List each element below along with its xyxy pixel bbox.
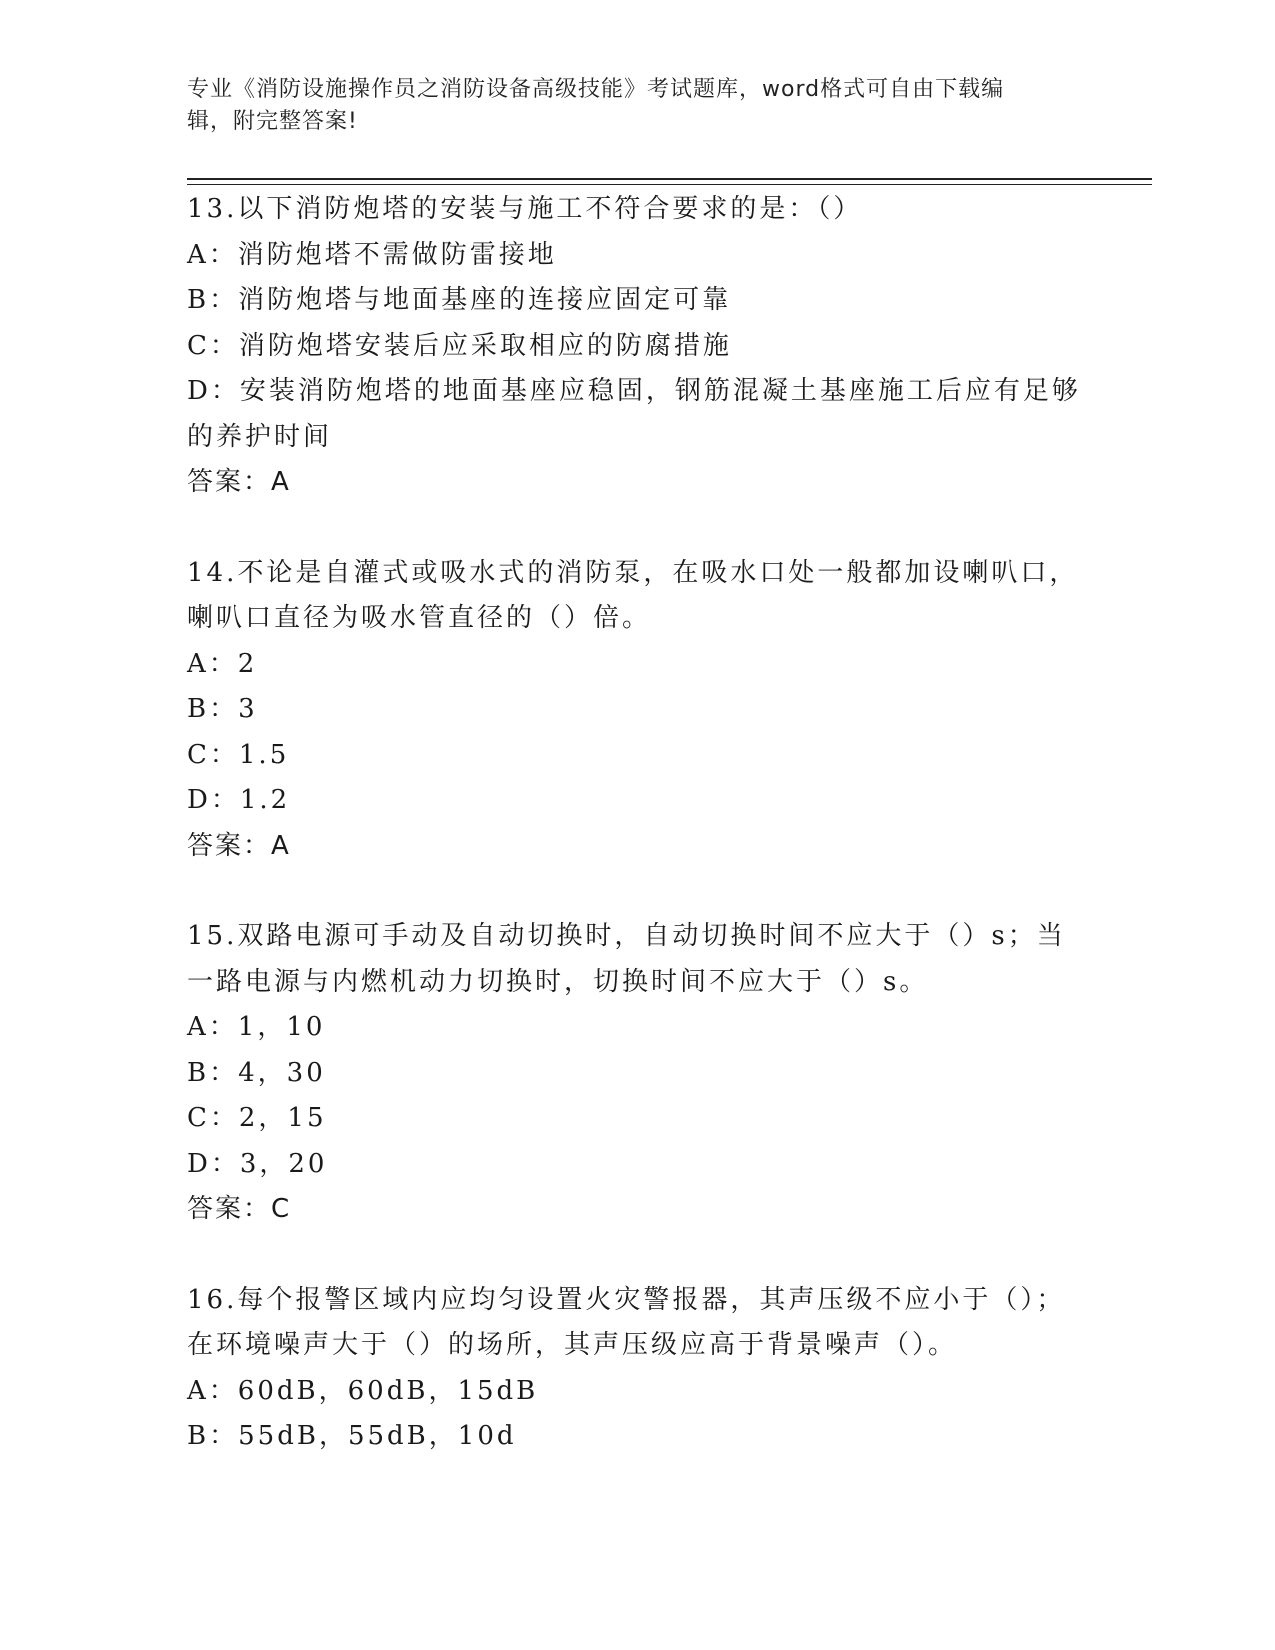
option-line: C：1.5 <box>187 739 290 770</box>
option-line: B：55dB，55dB，10d <box>187 1421 517 1451</box>
header-divider-thin <box>187 184 1152 185</box>
option-line: C：消防炮塔安装后应采取相应的防腐措施 <box>187 330 732 361</box>
question-stem-line: 15.双路电源可手动及自动切换时，自动切换时间不应大于（）s；当 <box>187 921 1066 951</box>
option-line: B：消防炮塔与地面基座的连接应固定可靠 <box>187 285 732 315</box>
option-line: D：安装消防炮塔的地面基座应稳固，钢筋混凝土基座施工后应有足够 <box>187 376 1081 406</box>
document-header <box>187 74 1067 138</box>
option-line: C：2，15 <box>187 1103 327 1133</box>
question-block <box>187 1278 1087 1460</box>
question-stem-line: 14.不论是自灌式或吸水式的消防泵，在吸水口处一般都加设喇叭口， <box>187 557 1079 588</box>
option-line: D：1.2 <box>187 785 291 815</box>
answer-line: 答案：C <box>187 1194 292 1224</box>
question-block <box>187 551 1087 870</box>
option-line: A：1，10 <box>187 1012 326 1042</box>
question-stem-line: 一路电源与内燃机动力切换时，切换时间不应大于（）s。 <box>187 966 929 997</box>
question-block <box>187 914 1087 1233</box>
option-line: D：3，20 <box>187 1148 328 1179</box>
header-divider-thick <box>187 178 1152 180</box>
header-line-1: 专业《消防设施操作员之消防设备高级技能》考试题库，word格式可自由下载编 <box>187 77 1005 102</box>
option-line: B：4，30 <box>187 1057 326 1088</box>
option-line: A：60dB，60dB，15dB <box>187 1375 539 1406</box>
answer-line: 答案：A <box>187 467 291 497</box>
option-line: 的养护时间 <box>187 421 333 452</box>
question-stem-line: 13.以下消防炮塔的安装与施工不符合要求的是：（） <box>187 194 863 224</box>
answer-line: 答案：A <box>187 830 291 861</box>
question-stem-line: 喇叭口直径为吸水管直径的（）倍。 <box>187 603 652 633</box>
option-line: A：2 <box>187 648 258 679</box>
question-block <box>187 187 1087 506</box>
header-line-2: 辑，附完整答案! <box>187 109 358 134</box>
option-line: B：3 <box>187 694 258 724</box>
option-line: A：消防炮塔不需做防雷接地 <box>187 239 557 270</box>
question-stem-line: 在环境噪声大于（）的场所，其声压级应高于背景噪声（）。 <box>187 1330 958 1360</box>
question-stem-line: 16.每个报警区域内应均匀设置火灾警报器，其声压级不应小于（）； <box>187 1284 1066 1315</box>
question-list <box>187 187 1087 1505</box>
